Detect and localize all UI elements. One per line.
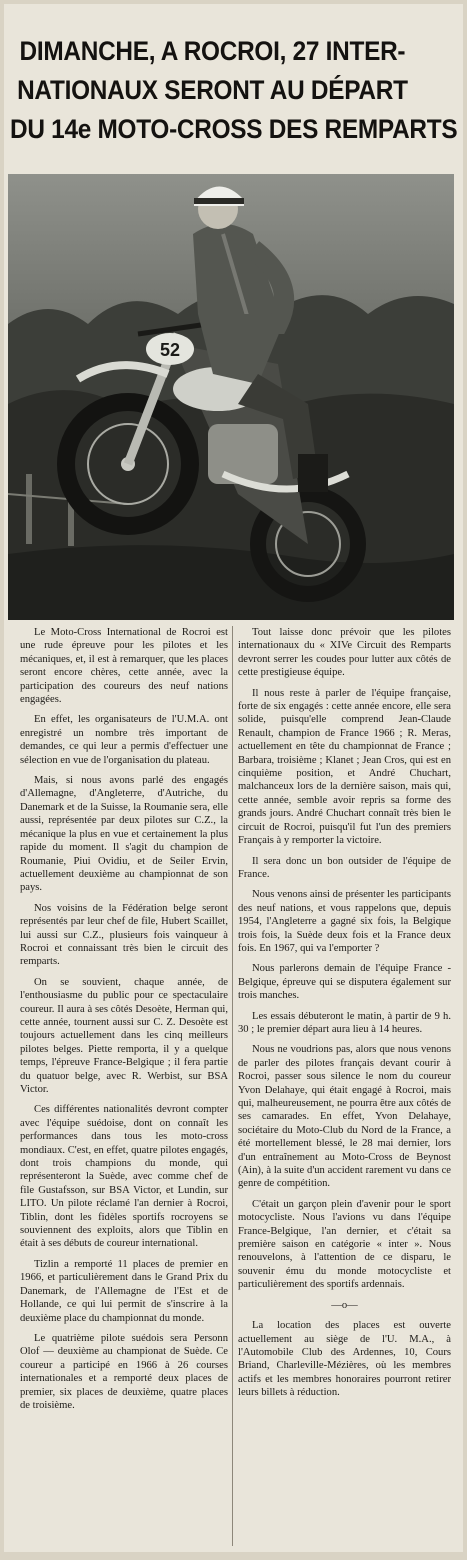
- article-paragraph: Tout laisse donc prévoir que les pilotes internationaux du « XIVe Circuit des Remparts devront serrer les coudes pour lutter aux côtés de cette prestigieuse équipe.: [238, 627, 451, 679]
- article-column-left: [20, 626, 228, 1419]
- article-paragraph: Nous ne voudrions pas, alors que nous venons de parler des pilotes français devant courir à Rocroi, passer sous silence le nom du coureur Yvon Delahaye, qui était engagé à Rocroi, mais qui, malheureusement, ne pourra être aux côtés de ses camarades. En effet, Yvon Delahaye, sociétaire du Moto-Club du Nord de la France, a été mortellement blessé, le 28 mai dernier, lors d'un entraînement au Moto-Cross de Beynost (Ain), à la suite d'un accident rarement vu dans ce genre de compétition.: [238, 1044, 451, 1190]
- headline: [10, 32, 458, 149]
- article-paragraph: En effet, les organisateurs de l'U.M.A. ont enregistré un nombre très important de demandes, ce qui leur a permis d'effectuer une sélection en vue de l'organisation du plateau.: [20, 714, 228, 766]
- rider-photo: [8, 174, 454, 620]
- article-paragraph: Nous parlerons demain de l'équipe France - Belgique, épreuve qui se disputera également sur trois manches.: [238, 963, 451, 1002]
- article-paragraph: Nous venons ainsi de présenter les participants des neuf nations, et vous rappelons que, depuis 1954, l'Angleterre a gagné six fois, la Belgique trois fois, la Suède deux fois et la France deux fois. En 1967, qui va l'emporter ?: [238, 889, 451, 954]
- article-paragraph: Le Moto-Cross International de Rocroi est une rude épreuve pour les pilotes et les mécaniques, et, il est à remarquer, que les places seront encore chères, cette année, avec la participation des coureurs des neuf nations engagées.: [20, 627, 228, 706]
- article-column-right: [238, 626, 451, 1407]
- article-paragraph: Tizlin a remporté 11 places de premier en 1966, et particulièrement dans le Grand Prix du Danemark, de l'Allemagne de l'Est et de Hollande, ce qui lui permit de s'inscrire à la deuxième place du championnat du monde.: [20, 1258, 228, 1324]
- article-paragraph: Mais, si nous avons parlé des engagés d'Allemagne, d'Angleterre, d'Autriche, du Danemark et de la Suisse, la Roumanie sera, elle aussi, représentée par deux pilotes sur C.Z., la mécanique la plus en vue et certainement la plus rapide du moment. Il s'agit du champion de Roumanie, Piui Ovidiu, et de Seiler Ervin, actuellement deuxième au championnat de son pays.: [20, 775, 228, 894]
- headline-line-1: DIMANCHE, A ROCROI, 27 INTER-: [19, 36, 406, 66]
- article-paragraph: Il sera donc un bon outsider de l'équipe de France.: [238, 855, 451, 880]
- headline-line-2: NATIONAUX SERONT AU DÉPART: [17, 75, 408, 105]
- article-paragraph: Nos voisins de la Fédération belge seront représentés par leur chef de file, Hubert Scaillet, lui aussi sur C.Z., plusieurs fois vainqueur à Rocroi et connaissant très bien le circuit des remparts.: [20, 902, 228, 968]
- number-plate-text: 52: [159, 340, 181, 360]
- article-paragraph: Ces différentes nationalités devront compter avec l'équipe suédoise, dont on connaît les performances dans tous les moto-cross mondiaux. C'est, en effet, quatre pilotes engagés, dont trois champions du monde, qui représenteront la Suède, avec comme chef de file Gustafsson, sur BSA Victor, et Lundin, sur LITO. Un pilote réclamé l'an dernier à Rocroi, Tiblin, dont les fidèles sportifs rocroyens se souviennent des exploits, alors que Tiblin en était à ses débuts de coureur international.: [20, 1104, 228, 1250]
- newspaper-clipping: [4, 4, 463, 1552]
- section-separator: —o—: [331, 1299, 358, 1311]
- article-paragraph: La location des places est ouverte actuellement au siège de l'U. M.A., à l'Automobile Club des Ardennes, 10, Cours Briand, Charleville-Mézières, où les membres actifs et les membres honoraires pourront retirer leurs billets à réduction.: [238, 1320, 451, 1399]
- motocross-rider-illustration: [8, 174, 454, 620]
- article-paragraph: Les essais débuteront le matin, à partir de 9 h. 30 ; le premier départ aura lieu à 14 heures.: [238, 1010, 451, 1035]
- article-paragraph: Il nous reste à parler de l'équipe française, forte de six engagés : cette année encore, elle sera solide, puisqu'elle comprend Jean-Claude Renault, champion de France 1966 ; R. Meras, actuellement en tête du championnat de France ; Barbara, troisième ; Klanet ; Jean Cros, qui est en cinquième position, et André Chuchart, malchanceux lors de la dernière saison, mais qui, cette année, semble avoir repris sa forme des grands jours. André Chuchart connaît très bien le circuit de Rocroi, puisqu'il fut l'un des premiers Français à y remporter la victoire.: [238, 687, 451, 847]
- article-paragraph: On se souvient, chaque année, de l'enthousiasme du public pour ce spectaculaire coureur. Il aura à ses côtés Desoète, Herman qui, cette année, tournent aussi sur C. Z. Desoète est toujours actuellement dans les cinq meilleurs pilotes belges. Piette remporta, il y a quelque temps, l'épreuve France-Belgique ; il fera partie du quatuor belge, avec R. Werbist, sur BSA Victor.: [20, 976, 228, 1095]
- article-paragraph: C'était un garçon plein d'avenir pour le sport motocycliste. Nous l'avions vu dans l'équipe France-Belgique, l'an dernier, et c'était sa première saison en catégorie « inter ». Nous renouvelons, à l'attention de ce disparu, le souvenir ému du monde motocycliste et particulièrement des sportifs ardennais.: [238, 1198, 451, 1291]
- column-divider: [232, 626, 233, 1546]
- headline-line-3: DU 14e MOTO-CROSS DES REMPARTS: [10, 114, 458, 144]
- article-paragraph: Le quatrième pilote suédois sera Personn Olof — deuxième au championat de Suède. Ce coureur a participé en 1966 à 26 courses internationales et a remporté deux places de premier, six places de deuxième, quatre places de troisième.: [20, 1332, 228, 1411]
